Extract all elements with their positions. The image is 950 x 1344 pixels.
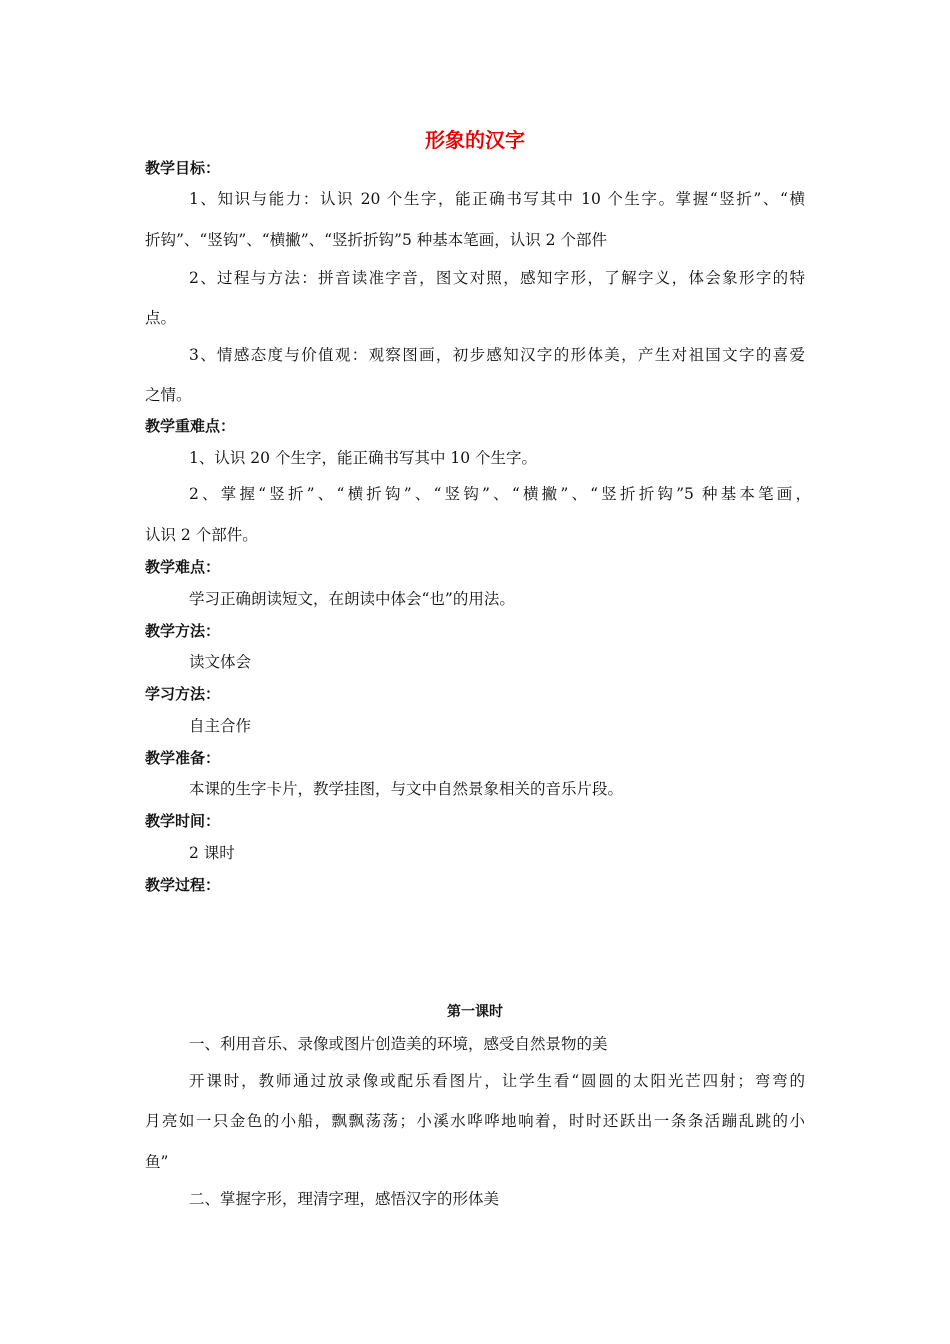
learning-method-heading: 学习方法：: [145, 685, 221, 703]
objective-2-line-2: 点。: [145, 309, 177, 327]
teaching-method-text: 读文体会: [189, 653, 252, 671]
objective-1-line-1: 1、知识与能力：认识 20 个生字，能正确书写其中 10 个生字。掌握“竖折”、“横: [189, 190, 805, 208]
objective-3-line-2: 之情。: [145, 386, 192, 404]
difficulty-text: 学习正确朗读短文，在朗读中体会“也”的用法。: [189, 590, 515, 608]
objectives-heading: 教学目标：: [145, 159, 221, 177]
process-heading: 教学过程：: [145, 876, 221, 894]
key-point-2-line-2: 认识 2 个部件。: [145, 526, 258, 544]
time-text: 2 课时: [189, 844, 235, 862]
lesson-1-step-1: 一、利用音乐、录像或图片创造美的环境，感受自然景物的美: [189, 1035, 608, 1053]
page-title: 形象的汉字: [425, 128, 525, 152]
preparation-heading: 教学准备：: [145, 749, 221, 767]
learning-method-text: 自主合作: [189, 717, 252, 735]
objective-1-line-2: 折钩”、“竖钩”、“横撇”、“竖折折钩”5 种基本笔画，认识 2 个部件: [145, 231, 607, 249]
difficulty-heading: 教学难点：: [145, 558, 221, 576]
objective-2-line-1: 2、过程与方法：拼音读准字音，图文对照，感知字形，了解字义，体会象形字的特: [189, 269, 805, 287]
key-point-2-line-1: 2、掌握“竖折”、“横折钩”、“竖钩”、“横撇”、“竖折折钩”5 种基本笔画，: [189, 485, 811, 503]
lesson-1-paragraph-line-2: 月亮如一只金色的小船，飘飘荡荡；小溪水哗哗地响着，时时还跃出一条条活蹦乱跳的小: [145, 1112, 805, 1130]
lesson-1-step-2: 二、掌握字形，理清字理，感悟汉字的形体美: [189, 1190, 500, 1208]
key-point-1: 1、认识 20 个生字，能正确书写其中 10 个生字。: [189, 449, 538, 467]
preparation-text: 本课的生字卡片，教学挂图，与文中自然景象相关的音乐片段。: [189, 780, 624, 798]
lesson-1-heading: 第一课时: [447, 1004, 503, 1020]
lesson-1-paragraph-line-1: 开课时，教师通过放录像或配乐看图片，让学生看“圆圆的太阳光芒四射；弯弯的: [189, 1072, 805, 1090]
lesson-1-paragraph-line-3: 鱼”: [145, 1153, 169, 1171]
time-heading: 教学时间：: [145, 812, 221, 830]
objective-3-line-1: 3、情感态度与价值观：观察图画，初步感知汉字的形体美，产生对祖国文字的喜爱: [189, 346, 805, 364]
key-points-heading: 教学重难点：: [145, 417, 236, 435]
teaching-method-heading: 教学方法：: [145, 622, 221, 640]
